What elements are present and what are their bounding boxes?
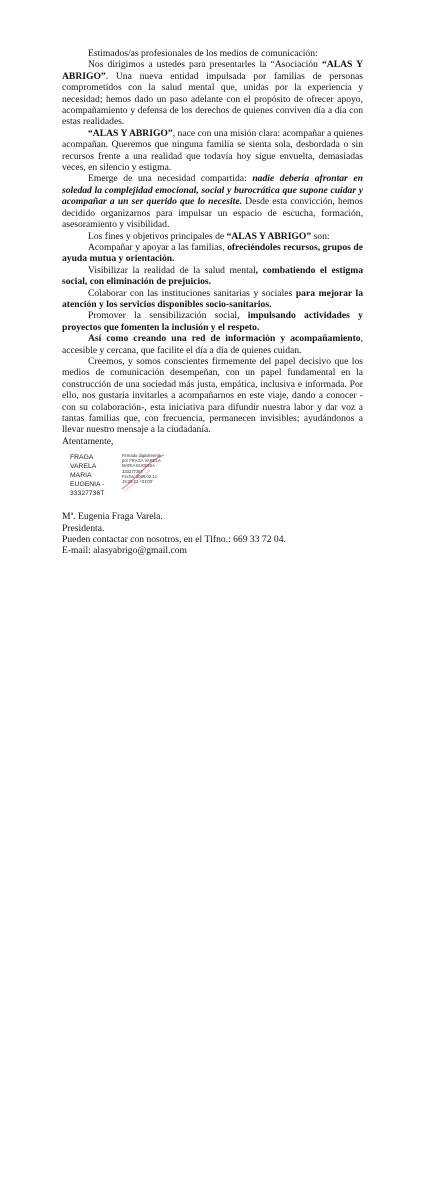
footer-contact [62,511,363,557]
paragraph-mission [62,128,363,174]
text-span: , nace con una misión clara: acompañar a quienes acompañan. Queremos que ninguna familia se sienta sola, desbordada o sin recursos frente a una realidad que todavía hoy sigue envuelta, demasiadas veces, en silencio y estigma. [62,127,363,174]
digital-signature-block [70,453,363,501]
text-span: Emerge de una necesidad compartida: [88,173,253,185]
signer-name: Mª. Eugenia Fraga Varela. [62,511,163,523]
text-span: Desde esta convicción, hemos decidido organizarnos para impulsar un espacio de escucha, formación, asesoramiento y visibilidad. [62,196,363,231]
emphasis-text: , combatiendo el estigma social, con eliminación de prejuicios. [62,264,363,288]
signature-name-line: FRAGA VARELA [70,454,97,471]
paragraph-goals-intro [62,231,363,242]
emphasis-text: Así como creando una red de información y acompañamiento [88,333,361,345]
text-span: Los fines y objetivos principales de [88,230,227,242]
emphasis-text: para mejorar la atención y los servicios disponibles socio-sanitarios. [62,287,363,310]
association-name: “ALAS Y ABRIGO” [62,59,363,82]
text-span: Acompañar y apoyar a las familias, [88,241,228,253]
goal-item-visibility [62,265,363,288]
association-name: “ALAS Y ABRIGO” [226,230,312,242]
signature-name-line: EUGENIA - [70,481,105,489]
signature-name-line: 33327736T [70,490,105,498]
signature-detail-line: 33327736T [122,468,144,474]
paragraph-invitation: Creemos, y somos conscientes firmemente del papel decisivo que los medios de comunicación desempeñan, con un papel fundamental en la construcción de una sociedad más justa, empática, inclusiva e informada. Por ello, nos gustaría invitarles a acompañarnos en este viaje, dando a conocer -con su colaboración-, esta iniciativa para difundir nuestra labor y dar voz a tantas familias que, con frecuencia, permanecen invisibles; ayudándonos a llevar nuestro mensaje a la ciudadanía. [62,355,363,436]
text-span: Nos dirigimos a ustedes para presentarles la “Asociación [88,59,322,71]
goal-item-collaboration [62,288,363,311]
signature-detail-line: Fecha: 2026.02.12 [122,473,157,479]
signature-detail [120,453,182,484]
emphasis-text: impulsando actividades y proyectos que fomenten la inclusión y el respeto. [62,310,363,333]
text-span: son: [311,230,330,242]
paragraph-need [62,173,363,230]
contact-email: E-mail: alasyabrigo@gmail.com [62,545,187,557]
text-span: Promover la sensibilización social, [88,310,248,322]
association-name: “ALAS Y ABRIGO” [88,127,173,139]
signature-name-line: MARIA [70,472,92,480]
closing-salutation: Atentamente, [62,435,114,447]
text-span: , accesible y cercana, que facilite el día a día de quienes cuidan. [62,333,363,356]
signer-role: Presidenta. [62,522,105,534]
text-span: Visibilizar la realidad de la salud mental [88,264,256,276]
text-span: Colaborar con las instituciones sanitarias y sociales [88,287,296,299]
goal-item-support [62,242,363,265]
signature-name [70,453,120,498]
contact-phone: Pueden contactar con nosotros, en el Tlfno.: 669 33 72 04. [62,534,286,546]
signature-detail-line: Firmado digitalmente [122,453,162,459]
emphasis-text: ofreciéndoles recursos, grupos de ayuda mutua y orientación. [62,241,364,265]
signature-mark [120,453,182,493]
greeting: Estimados/as profesionales de los medios de comunicación: [88,48,318,59]
signature-detail-line: MARIA EUGENIA - [122,463,158,469]
goal-item-network [62,333,363,356]
paragraph-intro [62,59,363,127]
goal-item-awareness [62,310,363,333]
text-span: . Una nueva entidad impulsada por familias de personas comprometidos con la salud mental que, unidas por la experiencia y necesidad; hemos dado un paso adelante con el propósito de ofrecer apoyo, acompañamiento y defensa de los derechos de quienes conviven día a día con estas realidades. [62,70,363,128]
signature-detail-line: por FRAGA VARELA [122,458,161,464]
signature-detail-line: 15:20:21 +01'00' [122,478,153,484]
emphasis-text: nadie debería afrontar en soledad la complejidad emocional, social y burocrática que supone cuidar y acompañar a un ser querido que lo necesite. [62,173,363,208]
